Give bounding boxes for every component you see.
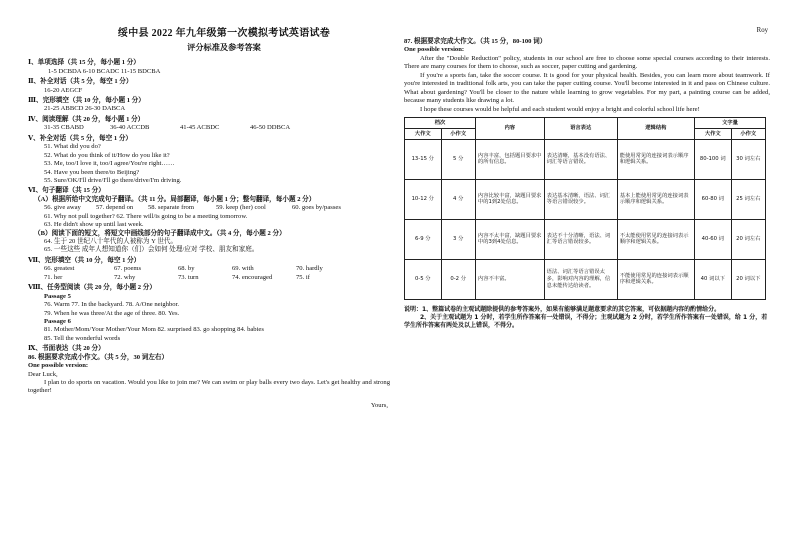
table-row [405, 179, 766, 219]
header-grade: 档次 [405, 117, 476, 128]
section-6b-instruction: （B）阅读下面的短文，将短文中画线部分的句子翻译成中文。（共 4 分，每小题 2 分） [34, 229, 286, 237]
cell-small-score: 4 分 [441, 179, 475, 219]
grading-notes [404, 306, 770, 330]
letter-salutation: Dear Luck, [28, 370, 58, 378]
header-count-big: 大作文 [695, 128, 732, 139]
cell-small-score: 0-2 分 [441, 259, 475, 299]
section-1-answers: 1-5 DCBDA 6-10 BCADC 11-15 BDCBA [48, 67, 161, 75]
right-column [404, 14, 770, 330]
answer-item: 72. why [114, 273, 136, 281]
cell-count-big: 40 词以下 [695, 259, 732, 299]
cell-big-score: 10-12 分 [405, 179, 442, 219]
table-header-row [405, 117, 766, 128]
cell-language: 表达清晰，基本没有语法、词汇等语言错误。 [544, 139, 617, 179]
section-5-heading: Ⅴ、补全对话（共 5 分，每空 1 分） [28, 134, 133, 142]
section-4-heading: Ⅳ、阅读理解（共 20 分，每小题 1 分） [28, 115, 145, 123]
cell-count-big: 80-100 词 [695, 139, 732, 179]
passage-6-label: Passage 6 [44, 317, 71, 325]
answer-line: 76. Warm 77. In the backyard. 78. A/One neighbor. [44, 301, 180, 309]
answer-group: 46-50 DDBCA [250, 124, 291, 132]
passage-5-label: Passage 5 [44, 292, 71, 300]
answer-line: 81. Mother/Mom/Your Mother/Your Mom 82. surprised 83. go shopping 84. babies [44, 326, 264, 334]
table-row [405, 259, 766, 299]
note-2: 2、关于主观试题为 1 分时，若学生所作答案有一处错误，不得分；主观试题为 2 分时，若学生所作答案有一处错误，给 1 分，若学生所作答案有两处及以上错误，不得分。 [404, 314, 768, 330]
cell-count-small: 20 词左右 [731, 219, 765, 259]
section-3-answers: 21-25 ABBCD 26-30 DABCA [44, 105, 126, 113]
answer-line: 65. 一些这些 成年人想知道你（们）会如何 处理/应对 学校、朋友和家庭。 [44, 246, 259, 254]
answer-line: 61. Why not pull together? 62. There will/is going to be a meeting tomorrow. [44, 212, 248, 220]
section-7-heading: Ⅶ、完形填空（共 10 分，每空 1 分） [28, 256, 141, 264]
answer-item: 57. depend on [96, 204, 134, 212]
page-title: 绥中县 2022 年九年级第一次模拟考试英语试卷 [117, 28, 331, 39]
table-row [405, 139, 766, 179]
answer-item: 73. turn [178, 273, 199, 281]
answer-line: 53. Me, too/I love it, too/I agree/You're right…… [44, 160, 175, 168]
question-86-heading: 86. 根据要求完成小作文。（共 5 分，30 词左右） [28, 353, 169, 361]
answer-line: 54. Have you been there/to Beijing? [44, 168, 140, 176]
cell-small-score: 5 分 [441, 139, 475, 179]
answer-line: 79. When he was three/At the age of three. 80. Yes. [44, 309, 180, 317]
possible-version-label: One possible version: [28, 362, 89, 370]
cell-logic: 能使用常见的连接词表示顺序和逻辑关系。 [617, 139, 694, 179]
header-small-essay: 小作文 [441, 128, 475, 139]
header-content: 内容 [475, 117, 544, 139]
answer-item: 75. if [296, 273, 310, 281]
essay-paragraph-1: After the "Double Reduction" policy, students in our school are free to choose some special courses according to their interests. There are many courses for them to choose, such as soccer, paper cutting and gardening. [404, 54, 770, 71]
cell-big-score: 6-9 分 [405, 219, 442, 259]
cell-big-score: 13-15 分 [405, 139, 442, 179]
section-6-heading: Ⅵ、句子翻译（共 15 分） [28, 187, 105, 195]
answer-line: 85. Tell the wonderful words [44, 334, 121, 342]
answer-item: 66. greatest [44, 265, 75, 273]
answer-item: 70. hardly [296, 265, 323, 273]
scoring-rubric-table [404, 117, 766, 300]
essay-paragraph-2: If you're a sports fan, take the soccer course. It is good for your physical health. Besides, you can learn more about teamwork. If you're interested in traditional folk arts, you can take the paper cutting course. You'll become interested in it and pass on Chinese culture. What about gardening? You'll be closer to the nature while learning to grow vegetables. For my part, a painting course can be added, because many students like drawing a lot. [404, 71, 770, 105]
cell-big-score: 0-5 分 [405, 259, 442, 299]
header-count-small: 小作文 [731, 128, 765, 139]
section-7-row-2 [28, 274, 390, 282]
answer-item: 58. separate from [148, 204, 194, 212]
cell-language: 表达不十分清晰，语法、词汇等语言错误较多。 [544, 219, 617, 259]
section-2-answers: 16-20 AEGCF [44, 86, 83, 94]
answer-line: 55. Sure/OK/I'll drive/I'll go there/drive/I'm driving. [44, 176, 182, 184]
corner-name: Roy [756, 27, 768, 34]
cell-logic: 不能使用常见的连接词表示顺序和逻辑关系。 [617, 259, 694, 299]
question-87-heading: 87. 根据要求完成大作文。（共 15 分，80-100 词） [404, 38, 547, 45]
cell-count-small: 30 词左右 [731, 139, 765, 179]
cell-logic: 基本上能使用常见的连接词表示顺序和逻辑关系。 [617, 179, 694, 219]
answer-item: 71. her [44, 273, 63, 281]
cell-language: 语法、词汇等语言错误太多，影响对内容的理解，信息未能传达给读者。 [544, 259, 617, 299]
header-word-count: 文字量 [695, 117, 766, 128]
cell-count-big: 40-60 词 [695, 219, 732, 259]
answer-group: 41-45 ACBDC [180, 124, 220, 132]
cell-count-small: 25 词左右 [731, 179, 765, 219]
header-language: 语言表达 [544, 117, 617, 139]
cell-language: 表达基本清晰，语法、词汇等语言错误较少。 [544, 179, 617, 219]
answer-group: 31-35 CBABD [44, 124, 84, 132]
answer-group: 36-40 ACCDB [110, 124, 150, 132]
table-row [405, 219, 766, 259]
answer-item: 59. keep (her) cool [216, 204, 266, 212]
cell-content: 内容比较丰富，缺题目要求中的1到2处信息。 [475, 179, 544, 219]
section-1-heading: Ⅰ、单项选择（共 15 分，每小题 1 分） [28, 59, 140, 67]
section-6a-instruction: （A）根据所给中文完成句子翻译。（共 11 分。局部翻译，每小题 1 分；整句翻译，每小题 2 分） [34, 195, 316, 203]
letter-closing: Yours, [370, 401, 388, 409]
section-3-heading: Ⅲ、完形填空（共 10 分，每小题 1 分） [28, 97, 145, 105]
cell-content: 内容丰富，包括题目要求中的所有信息。 [475, 139, 544, 179]
answer-item: 60. goes by/passes [292, 204, 341, 212]
header-big-essay: 大作文 [405, 128, 442, 139]
possible-version-label: One possible version: [404, 46, 465, 54]
answer-line: 64. 生于 20 世纪八十年代的人被称为 Y 世代。 [44, 238, 178, 246]
header-logic: 逻辑结构 [617, 117, 694, 139]
cell-content: 内容不太丰富，缺题目要求中的3到4处信息。 [475, 219, 544, 259]
section-7-row-1 [28, 265, 390, 273]
answer-item: 69. with [232, 265, 254, 273]
answer-line: 51. What did you do? [44, 143, 101, 151]
answer-item: 67. poems [114, 265, 142, 273]
essay-paragraph-3: I hope these courses would be helpful and each student would enjoy a bright and colorful school life here! [420, 105, 700, 113]
answer-item: 74. encouraged [232, 273, 273, 281]
section-9-heading: Ⅸ、书面表达（共 20 分） [28, 345, 105, 353]
cell-content: 内容不丰富。 [475, 259, 544, 299]
left-column [28, 14, 390, 410]
answer-line: 52. What do you think of it/How do you like it? [44, 151, 170, 159]
cell-logic: 不太能使用常见的连接词表示顺序和逻辑关系。 [617, 219, 694, 259]
cell-count-small: 20 词以下 [731, 259, 765, 299]
answer-line: 63. He didn't show up until last week. [44, 221, 144, 229]
section-8-heading: Ⅷ、任务型阅读（共 20 分，每小题 2 分） [28, 284, 156, 292]
cell-count-big: 60-80 词 [695, 179, 732, 219]
cell-small-score: 3 分 [441, 219, 475, 259]
section-6-row-1 [28, 204, 390, 212]
answer-item: 56. give away [44, 204, 81, 212]
letter-body: I plan to do sports on vacation. Would you like to join me? We can swim or play balls every two days. Let's get healthy and strong together! [28, 379, 390, 395]
page-subtitle: 评分标准及参考答案 [187, 42, 261, 52]
section-4-answers [28, 124, 390, 132]
answer-item: 68. by [178, 265, 195, 273]
section-2-heading: Ⅱ、补全对话（共 5 分，每空 1 分） [28, 78, 133, 86]
note-1: 说明：1、整篇试卷的主观试题除提供的参考答案外，如果有能够满足题意要求的其它答案，可依据题内容的酌情给分。 [404, 305, 721, 313]
